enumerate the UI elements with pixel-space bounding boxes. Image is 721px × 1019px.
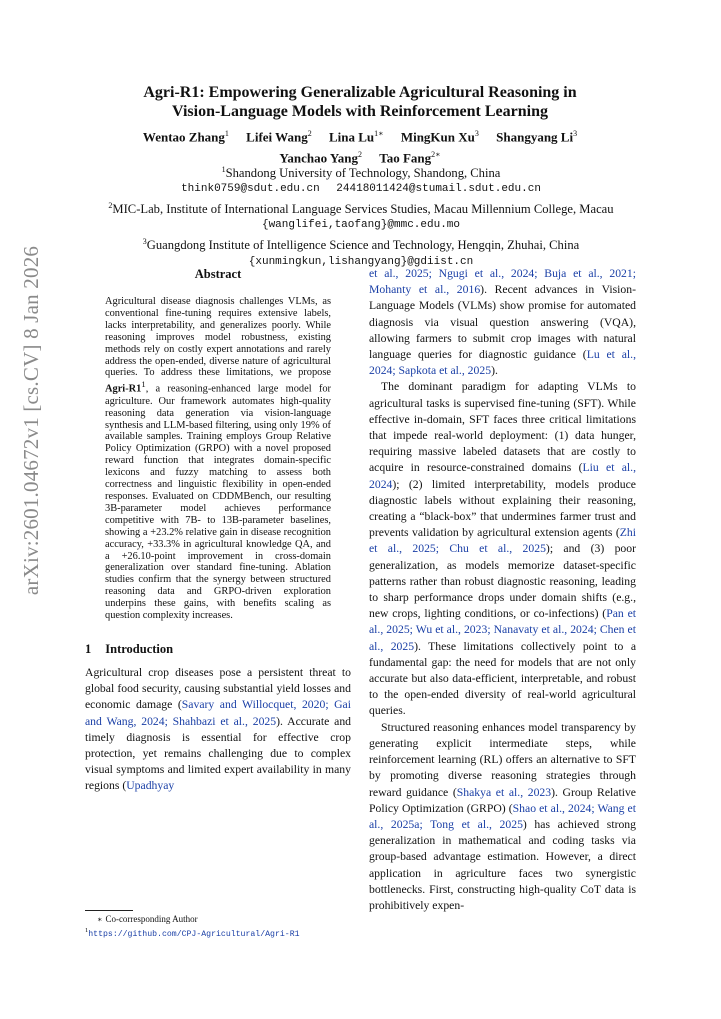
affiliations — [56, 162, 666, 271]
author: MingKun Xu$^3$ — [400, 129, 479, 145]
footnote-rule — [85, 910, 133, 911]
citation-link[interactable]: Upadhyay — [126, 779, 175, 793]
author: Wentao Zhang$^1$ — [142, 129, 229, 145]
left-column — [85, 266, 351, 795]
paper-title — [80, 83, 640, 121]
repository-link[interactable]: https://github.com/CPJ-Agricultural/Agri-R1 — [88, 930, 300, 939]
citation-link[interactable]: Zhi et al., 2025; Chu et al., 2025 — [369, 526, 636, 556]
arxiv-identifier-stamp — [10, 140, 54, 700]
intro-paragraph-3: Structured reasoning enhances model transparency by generating explicit intermediate steps, while reinforcement learning (RL) offers an alternative to SFT by promoting diverse reasoning strategies through reward guidance (Shakya et al., 2023). Group Relative Policy Optimization (GRPO) (Shao et al., 2024; Wang et al., 2025a; Tong et al., 2025) has achieved strong generalization in mathematical and coding tasks via group-based advantage estimation. However, a direct application in agriculture faces two synergistic bottlenecks. First, constructing high-quality CoT data is prohibitively expen- — [369, 720, 636, 912]
author: Shangyang Li$^3$ — [496, 129, 578, 145]
affiliation-2-emails — [56, 217, 666, 234]
footnotes — [85, 910, 351, 940]
abstract-heading: Abstract — [194, 267, 242, 281]
intro-paragraph-1: Agricultural crop diseases pose a persistent threat to global food security, causing substantial yield losses and economic damage (Savary and Willocquet, 2020; Gai and Wang, 2024; Shahbazi et al., 2025). Accurate and timely diagnosis is essential for effective crop protection, yet remains challenging due to complex visual symptoms and limited expert availability in many regions (Upadhyay — [85, 665, 352, 793]
author: Tao Fang$^{2∗}$ — [379, 150, 441, 166]
affiliation-1-emails — [56, 181, 666, 198]
email-link[interactable]: 24418011424@stumail.sdut.edu.cn — [336, 183, 541, 196]
arxiv-stamp-text: arXiv:2601.04672v1 [cs.CV] 8 Jan 2026 — [19, 245, 44, 595]
title-line-2: Vision-Language Models with Reinforcement Learning — [172, 103, 548, 120]
affiliation-3: $^3$Guangdong Institute of Intelligence Science and Technology, Hengqin, Zhuhai, China — [142, 237, 580, 253]
affiliation-1: $^1$Shandong University of Technology, Shandong, China — [221, 165, 501, 181]
author: Lina $Lu^{1∗}$ — [328, 129, 384, 145]
citation-link[interactable]: Lu et al., 2024; Sapkota et al., 2025 — [369, 348, 636, 378]
abstract-text: Agricultural disease diagnosis challenges VLMs, as conventional fine-tuning requires extensive labels, lacks interpretability, and generalizes poorly. While reasoning improves model robustness, existing methods rely on costly expert annotations and rarely address the open-ended, diverse nature of agricultural queries. To address these limitations, we propose Agri-$R1^1$, a reasoning-enhanced large model for agriculture. Our framework automates high-quality reasoning data generation via vision-language synthesis and LLM-based filtering, using only 19% of available samples. Training employs Group Relative Policy Optimization (GRPO) with a novel proposed reward function that integrates domain-specific lexicons and fuzzy matching to assess both correctness and linguistic flexibility in open-ended responses. Evaluated on CDDMBench, our resulting 3B-parameter model achieves performance competitive with 7B- to 13B-parameter baselines, showing a +23.2% relative gain in disease recognition accuracy, +33.3% in agricultural knowledge QA, and a +26.10-point improvement in cross-domain generalization over standard fine-tuning. Ablation studies confirm that the synergy between structured reasoning data and GRPO-driven exploration underpins these gains, with benefits scaling as question complexity increases. — [105, 296, 331, 622]
citation-link[interactable]: Shao et al., 2024; Wang et al., 2025a; Tong et al., 2025 — [369, 801, 636, 831]
section-heading-introduction: 1 Introduction — [85, 641, 174, 656]
author-row-1 — [80, 125, 640, 146]
model-name: Agri-R1 — [105, 383, 142, 395]
email-link[interactable]: {xunmingkun,lishangyang}@gdiist.cn — [248, 255, 474, 268]
citation-link[interactable]: Shakya et al., 2023 — [456, 785, 552, 799]
intro-paragraph-1-continued: et al., 2025; Ngugi et al., 2024; Buja et al., 2021; Mohanty et al., 2016). Recent advances in Vision-Language Models (VLMs) show promise for automated diagnosis via visual question answering (VQA), allowing farmers to submit crop images with natural language queries for diagnostic guidance (Lu et al., 2024; Sapkota et al., 2025). — [369, 267, 636, 378]
citation-link[interactable]: Savary and Willocquet, 2020; Gai and Wang, 2024; Shahbazi et al., 2025 — [85, 698, 351, 728]
email-link[interactable]: {wanglifei,taofang}@mmc.edu.mo — [261, 219, 461, 232]
citation-link[interactable]: et al., 2025; Ngugi et al., 2024; Buja et al., 2021; Mohanty et al., 2016 — [369, 267, 636, 297]
footnote-marker[interactable]: 1 — [141, 379, 146, 390]
intro-paragraph-2: The dominant paradigm for adapting VLMs to agricultural tasks is supervised fine-tuning (SFT). While effective in-domain, SFT faces three critical limitations that impede real-world deployment: (1) data hunger, requiring massive labeled datasets that are costly to acquire in resource-constrained domains (Liu et al., 2024); (2) limited interpretability, models produce diagnostic labels without explaining their reasoning, creating a “black-box” that undermines farmer trust and prevents validation by agricultural extension agents (Zhi et al., 2025; Chu et al., 2025); and (3) poor generalization, as models memorize dataset-specific patterns rather than robust diagnostic reasoning, leading to sharp performance drops under domain shifts (e.g., new crops, lighting conditions, or co-infections) (Pan et al., 2025; Wu et al., 2023; Nanavaty et al., 2024; Chen et al., 2025). These limitations collectively point to a fundamental gap: the need for models that are not only accurate but also data-efficient, interpretable, and robust to the open-ended diversity of real-world agricultural queries. — [369, 380, 637, 718]
citation-link[interactable]: Liu et al., 2024 — [369, 461, 637, 491]
title-line-1: Agri-R1: Empowering Generalizable Agricultural Reasoning in — [143, 84, 577, 101]
citation-link[interactable]: Pan et al., 2025; Wu et al., 2023; Nanavaty et al., 2024; Chen et al., 2025 — [369, 607, 636, 653]
author: Lifei Wang$^2$ — [246, 129, 312, 145]
email-link[interactable]: think0759@sdut.edu.cn — [181, 183, 320, 196]
affiliation-2: $^2$MIC-Lab, Institute of International Language Services Studies, Macau Millennium College, Macau — [108, 201, 614, 217]
footnote-repository: $^1$https://github.com/CPJ-Agricultural/Agri-R1 — [85, 927, 300, 939]
author: Yanchao Yang$^2$ — [279, 150, 363, 166]
right-column — [369, 266, 636, 914]
footnote-corresponding: ∗ Co-corresponding Author — [97, 914, 198, 924]
